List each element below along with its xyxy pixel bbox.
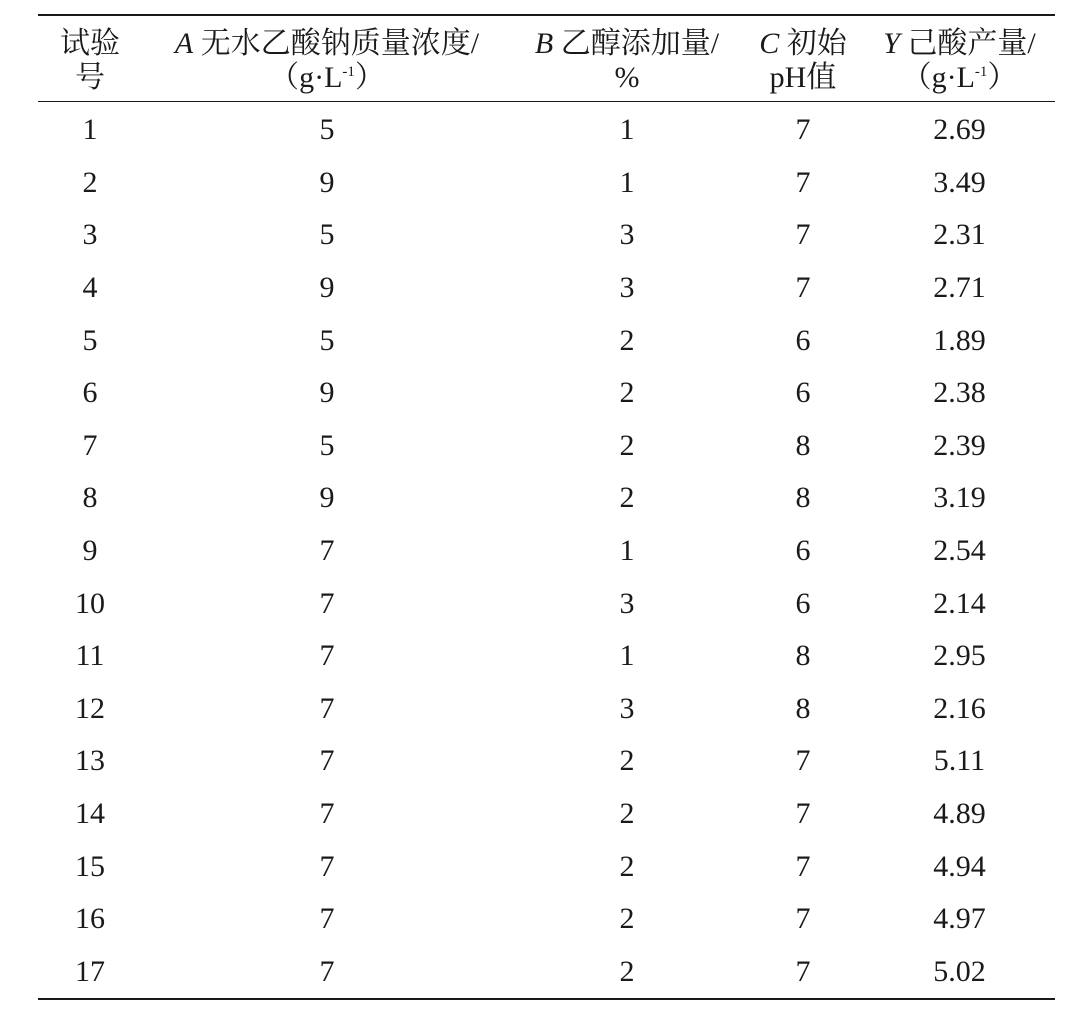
cell-caproic-acid-yield: 3.19 bbox=[933, 481, 986, 515]
cell-trial-number: 11 bbox=[75, 639, 105, 673]
cell-initial-ph: 8 bbox=[795, 639, 811, 673]
table-row bbox=[38, 367, 1055, 420]
cell-caproic-acid-yield: 5.02 bbox=[933, 954, 986, 988]
cell-trial-number: 4 bbox=[82, 271, 98, 305]
header-caproic-acid-yield bbox=[864, 15, 1055, 102]
cell-ethanol: 3 bbox=[619, 691, 635, 725]
cell-ethanol: 2 bbox=[619, 849, 635, 883]
cell-ethanol: 1 bbox=[619, 639, 635, 673]
cell-initial-ph: 8 bbox=[795, 428, 811, 462]
cell-sodium-acetate: 9 bbox=[319, 271, 335, 305]
cell-ethanol: 2 bbox=[619, 428, 635, 462]
cell-initial-ph: 7 bbox=[795, 902, 811, 936]
cell-initial-ph: 8 bbox=[795, 481, 811, 515]
table-row bbox=[38, 577, 1055, 630]
header-var: C bbox=[759, 27, 780, 60]
cell-caproic-acid-yield: 2.14 bbox=[933, 586, 986, 620]
table-row bbox=[38, 472, 1055, 525]
cell-sodium-acetate: 7 bbox=[319, 586, 335, 620]
cell-caproic-acid-yield: 5.11 bbox=[933, 744, 986, 778]
cell-sodium-acetate: 7 bbox=[319, 744, 335, 778]
cell-trial-number: 2 bbox=[82, 165, 98, 199]
table-row bbox=[38, 630, 1055, 683]
cell-ethanol: 2 bbox=[619, 902, 635, 936]
cell-trial-number: 7 bbox=[82, 428, 98, 462]
cell-caproic-acid-yield: 2.95 bbox=[933, 639, 986, 673]
experiment-table bbox=[38, 14, 1055, 1000]
cell-caproic-acid-yield: 2.69 bbox=[933, 113, 986, 147]
cell-initial-ph: 6 bbox=[795, 586, 811, 620]
cell-initial-ph: 7 bbox=[795, 849, 811, 883]
cell-ethanol: 1 bbox=[619, 534, 635, 568]
cell-caproic-acid-yield: 4.94 bbox=[933, 849, 986, 883]
table-row bbox=[38, 209, 1055, 262]
cell-trial-number: 8 bbox=[82, 481, 98, 515]
header-unit: % bbox=[614, 61, 640, 94]
header-unit-sup: -1 bbox=[974, 64, 988, 80]
cell-sodium-acetate: 7 bbox=[319, 691, 335, 725]
table-row bbox=[38, 262, 1055, 315]
header-unit: 号 bbox=[75, 61, 105, 94]
header-unit: （g·L bbox=[269, 61, 343, 94]
cell-sodium-acetate: 9 bbox=[319, 481, 335, 515]
cell-ethanol: 2 bbox=[619, 376, 635, 410]
cell-sodium-acetate: 7 bbox=[319, 797, 335, 831]
header-unit: （g·L bbox=[901, 61, 975, 94]
header-initial-ph bbox=[742, 15, 864, 102]
table-row bbox=[38, 525, 1055, 578]
cell-caproic-acid-yield: 4.97 bbox=[933, 902, 986, 936]
cell-initial-ph: 7 bbox=[795, 165, 811, 199]
table-row bbox=[38, 946, 1055, 1000]
data-table-container bbox=[38, 14, 1055, 1000]
cell-initial-ph: 7 bbox=[795, 744, 811, 778]
table-row bbox=[38, 683, 1055, 736]
cell-initial-ph: 7 bbox=[795, 797, 811, 831]
header-unit-tail: ） bbox=[987, 61, 1018, 94]
cell-ethanol: 2 bbox=[619, 481, 635, 515]
cell-caproic-acid-yield: 2.16 bbox=[933, 691, 986, 725]
header-label: 无水乙酸钠质量浓度/ bbox=[193, 27, 480, 60]
cell-ethanol: 3 bbox=[619, 218, 635, 252]
cell-ethanol: 2 bbox=[619, 744, 635, 778]
table-header bbox=[38, 15, 1055, 102]
cell-trial-number: 13 bbox=[75, 744, 105, 778]
header-ethanol bbox=[512, 15, 742, 102]
header-sodium-acetate bbox=[142, 15, 512, 102]
cell-trial-number: 3 bbox=[82, 218, 98, 252]
header-label: 己酸产量/ bbox=[899, 27, 1036, 60]
cell-ethanol: 2 bbox=[619, 954, 635, 988]
cell-sodium-acetate: 5 bbox=[319, 323, 335, 357]
cell-sodium-acetate: 5 bbox=[319, 113, 335, 147]
header-var: Y bbox=[883, 27, 900, 60]
cell-initial-ph: 7 bbox=[795, 113, 811, 147]
cell-sodium-acetate: 5 bbox=[319, 428, 335, 462]
cell-initial-ph: 8 bbox=[795, 691, 811, 725]
cell-caproic-acid-yield: 2.38 bbox=[933, 376, 986, 410]
cell-trial-number: 1 bbox=[82, 113, 98, 147]
header-row bbox=[38, 15, 1055, 102]
header-unit-tail: ） bbox=[354, 61, 385, 94]
cell-caproic-acid-yield: 4.89 bbox=[933, 797, 986, 831]
cell-initial-ph: 7 bbox=[795, 218, 811, 252]
cell-initial-ph: 7 bbox=[795, 954, 811, 988]
header-label: 乙醇添加量/ bbox=[553, 27, 720, 60]
cell-ethanol: 1 bbox=[619, 165, 635, 199]
cell-ethanol: 3 bbox=[619, 271, 635, 305]
cell-caproic-acid-yield: 3.49 bbox=[933, 165, 986, 199]
cell-initial-ph: 6 bbox=[795, 534, 811, 568]
cell-caproic-acid-yield: 2.71 bbox=[933, 271, 986, 305]
cell-trial-number: 14 bbox=[75, 797, 105, 831]
cell-sodium-acetate: 7 bbox=[319, 639, 335, 673]
header-label: 初始 bbox=[779, 27, 847, 60]
cell-caproic-acid-yield: 2.31 bbox=[933, 218, 986, 252]
cell-sodium-acetate: 7 bbox=[319, 534, 335, 568]
cell-ethanol: 1 bbox=[619, 113, 635, 147]
header-trial-number bbox=[38, 15, 142, 102]
cell-sodium-acetate: 9 bbox=[319, 165, 335, 199]
cell-initial-ph: 7 bbox=[795, 271, 811, 305]
cell-sodium-acetate: 7 bbox=[319, 954, 335, 988]
cell-initial-ph: 6 bbox=[795, 376, 811, 410]
table-row bbox=[38, 157, 1055, 210]
cell-trial-number: 15 bbox=[75, 849, 105, 883]
header-unit-sup: -1 bbox=[342, 64, 355, 80]
table-row bbox=[38, 893, 1055, 946]
table-row bbox=[38, 102, 1055, 157]
cell-trial-number: 16 bbox=[75, 902, 105, 936]
cell-sodium-acetate: 7 bbox=[319, 902, 335, 936]
cell-trial-number: 10 bbox=[75, 586, 105, 620]
cell-trial-number: 5 bbox=[82, 323, 98, 357]
header-label: 试验 bbox=[60, 27, 120, 60]
cell-sodium-acetate: 9 bbox=[319, 376, 335, 410]
table-row bbox=[38, 314, 1055, 367]
table-row bbox=[38, 840, 1055, 893]
cell-caproic-acid-yield: 2.54 bbox=[933, 534, 986, 568]
header-var: A bbox=[174, 27, 194, 60]
table-row bbox=[38, 788, 1055, 841]
cell-trial-number: 12 bbox=[75, 691, 105, 725]
cell-ethanol: 2 bbox=[619, 797, 635, 831]
cell-trial-number: 17 bbox=[75, 954, 105, 988]
table-body bbox=[38, 102, 1055, 1000]
cell-sodium-acetate: 5 bbox=[319, 218, 335, 252]
cell-trial-number: 9 bbox=[82, 534, 98, 568]
cell-sodium-acetate: 7 bbox=[319, 849, 335, 883]
cell-ethanol: 3 bbox=[619, 586, 635, 620]
cell-caproic-acid-yield: 1.89 bbox=[933, 323, 986, 357]
cell-initial-ph: 6 bbox=[795, 323, 811, 357]
cell-ethanol: 2 bbox=[619, 323, 635, 357]
header-var: B bbox=[534, 27, 554, 60]
cell-caproic-acid-yield: 2.39 bbox=[933, 428, 986, 462]
cell-trial-number: 6 bbox=[82, 376, 98, 410]
table-row bbox=[38, 735, 1055, 788]
table-row bbox=[38, 420, 1055, 473]
header-unit: pH值 bbox=[769, 61, 837, 94]
